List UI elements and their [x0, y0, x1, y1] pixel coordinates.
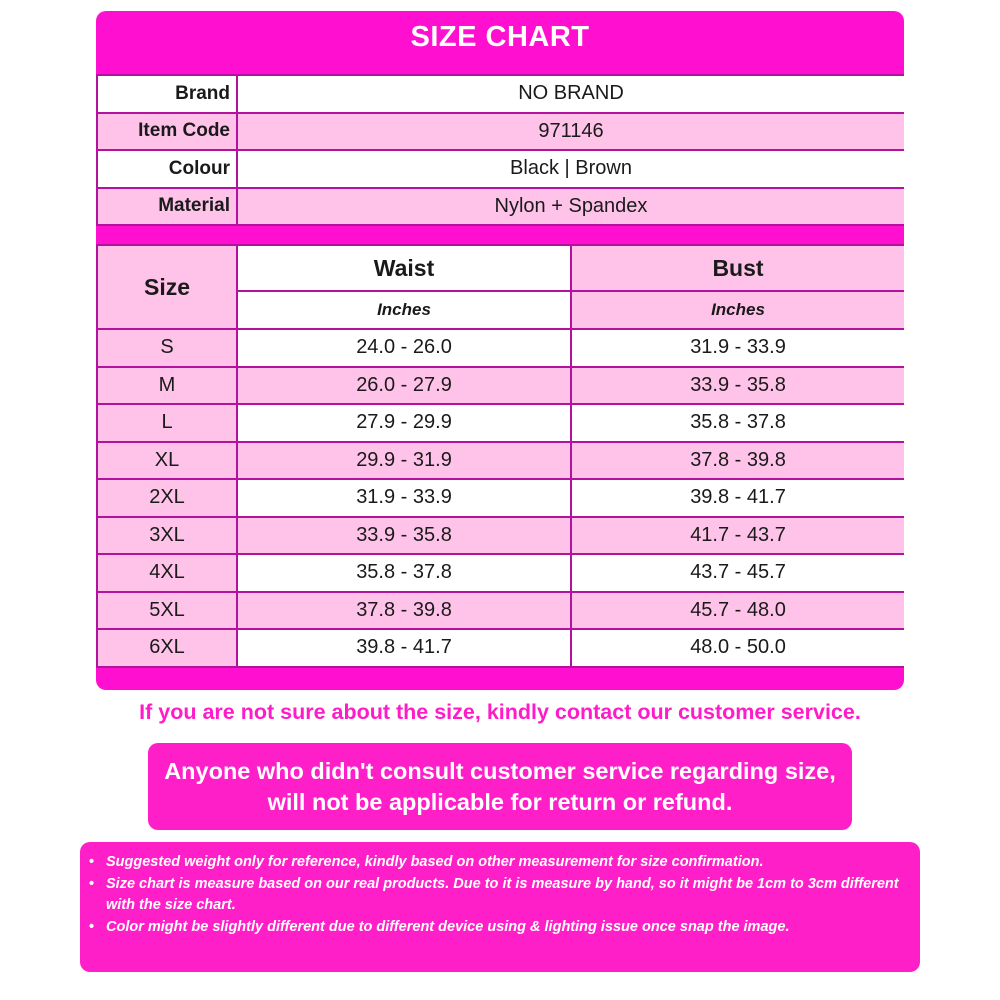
waist-cell: 29.9 - 31.9 — [237, 442, 571, 480]
note-item — [89, 917, 906, 939]
bust-cell: 33.9 - 35.8 — [571, 367, 904, 405]
info-label: Colour — [97, 150, 237, 188]
bullet-icon: • — [89, 918, 95, 935]
info-value: Black | Brown — [237, 150, 904, 188]
bust-cell: 37.8 - 39.8 — [571, 442, 904, 480]
size-cell: 5XL — [97, 592, 237, 630]
product-info-table — [96, 74, 904, 226]
bust-cell: 39.8 - 41.7 — [571, 479, 904, 517]
info-value: NO BRAND — [237, 75, 904, 113]
bullet-icon: • — [89, 854, 95, 870]
chart-title: SIZE CHART — [410, 20, 590, 53]
table-row — [97, 592, 904, 630]
bust-cell: 48.0 - 50.0 — [571, 629, 904, 667]
bullet-icon: • — [89, 875, 95, 892]
info-row-item-code — [97, 113, 904, 151]
size-notice: If you are not sure about the size, kindly contact our customer service. — [139, 700, 861, 724]
info-row-material — [97, 188, 904, 226]
info-value: Nylon + Spandex — [237, 188, 904, 226]
waist-cell: 37.8 - 39.8 — [237, 592, 571, 630]
bust-unit: Inches — [571, 291, 904, 329]
table-row — [97, 629, 904, 667]
info-label: Brand — [97, 75, 237, 113]
size-cell: 3XL — [97, 517, 237, 555]
table-row — [97, 554, 904, 592]
waist-cell: 39.8 - 41.7 — [237, 629, 571, 667]
table-row — [97, 404, 904, 442]
waist-cell: 31.9 - 33.9 — [237, 479, 571, 517]
note-text: Color might be slightly different due to different device using & lighting issue once snap the image. — [106, 918, 790, 935]
info-row-colour — [97, 150, 904, 188]
table-row — [97, 442, 904, 480]
info-label: Item Code — [97, 113, 237, 151]
size-column-header: Size — [97, 245, 237, 329]
note-item — [89, 874, 906, 917]
waist-column-header: Waist — [237, 245, 571, 291]
waist-unit: Inches — [237, 291, 571, 329]
bust-cell: 43.7 - 45.7 — [571, 554, 904, 592]
info-row-brand — [97, 75, 904, 113]
size-cell: 2XL — [97, 479, 237, 517]
waist-cell: 26.0 - 27.9 — [237, 367, 571, 405]
size-table-header — [97, 245, 904, 291]
bust-cell: 31.9 - 33.9 — [571, 329, 904, 367]
size-cell: XL — [97, 442, 237, 480]
bust-column-header: Bust — [571, 245, 904, 291]
table-row — [97, 329, 904, 367]
table-row — [97, 517, 904, 555]
bust-cell: 35.8 - 37.8 — [571, 404, 904, 442]
info-label: Material — [97, 188, 237, 226]
size-table — [96, 244, 904, 668]
size-cell: M — [97, 367, 237, 405]
bust-cell: 45.7 - 48.0 — [571, 592, 904, 630]
note-text: Size chart is measure based on our real products. Due to it is measure by hand, so it might be 1cm to 3cm different with the size chart. — [106, 875, 899, 913]
size-cell: 4XL — [97, 554, 237, 592]
refund-warning-box — [148, 743, 852, 830]
notes-box — [80, 842, 920, 972]
note-text: Suggested weight only for reference, kindly based on other measurement for size confirmation. — [106, 854, 764, 870]
size-cell: S — [97, 329, 237, 367]
info-value: 971146 — [237, 113, 904, 151]
table-row — [97, 367, 904, 405]
waist-cell: 33.9 - 35.8 — [237, 517, 571, 555]
note-item — [89, 852, 906, 874]
refund-warning-text: Anyone who didn't consult customer service regarding size, will not be applicable for return or refund. — [164, 757, 836, 815]
size-chart — [96, 11, 904, 690]
waist-cell: 35.8 - 37.8 — [237, 554, 571, 592]
table-row — [97, 479, 904, 517]
waist-cell: 24.0 - 26.0 — [237, 329, 571, 367]
bust-cell: 41.7 - 43.7 — [571, 517, 904, 555]
waist-cell: 27.9 - 29.9 — [237, 404, 571, 442]
notes-list — [89, 852, 900, 938]
size-cell: L — [97, 404, 237, 442]
size-cell: 6XL — [97, 629, 237, 667]
